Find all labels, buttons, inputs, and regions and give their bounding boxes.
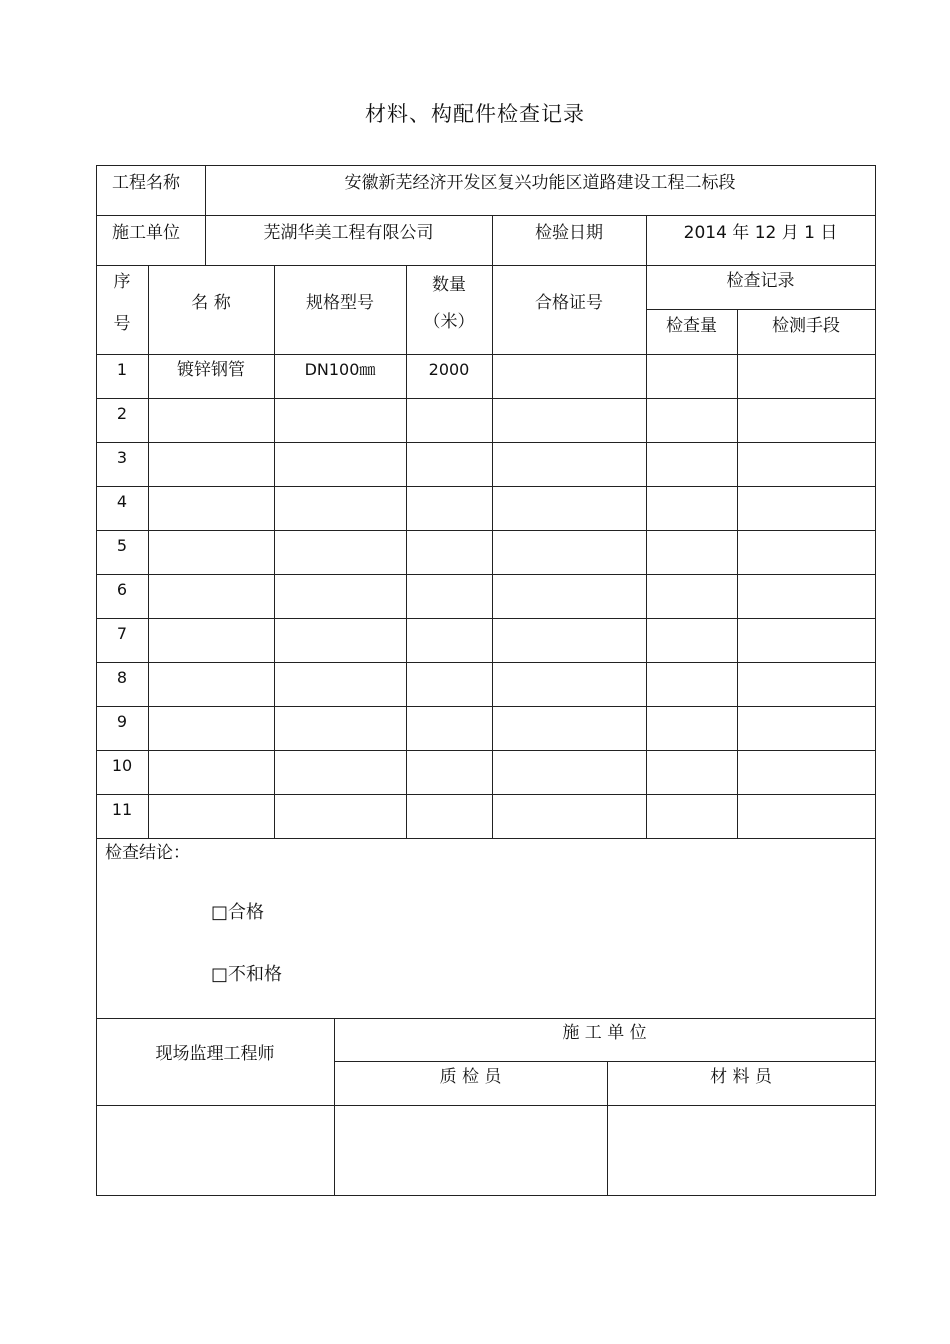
grid-line (96, 1018, 876, 1019)
grid-line (96, 1195, 876, 1196)
row-seq-cell: 8 (116, 668, 128, 687)
row-seq-cell: 10 (111, 756, 133, 775)
material-clerk-label: 材 料 员 (710, 1067, 772, 1087)
col-check-qty-header: 检查量 (666, 316, 717, 336)
contractor-value: 芜湖华美工程有限公司 (263, 223, 434, 243)
grid-line (96, 706, 876, 707)
project-name-label: 工程名称 (112, 173, 180, 193)
grid-line (406, 265, 407, 839)
grid-line (96, 794, 876, 795)
row-seq-cell: 4 (116, 492, 128, 511)
col-seq-header-line2: 号 (113, 314, 131, 334)
row-seq-cell: 7 (116, 624, 128, 643)
grid-line (148, 265, 149, 839)
supervisor-label: 现场监理工程师 (155, 1044, 275, 1064)
grid-line (334, 1061, 876, 1062)
pass-checkbox[interactable]: □合格 (211, 902, 265, 923)
col-seq-header-line1: 序 (113, 272, 131, 292)
grid-line (96, 265, 876, 266)
grid-line (96, 442, 876, 443)
col-record-header: 检查记录 (726, 271, 795, 291)
grid-line (96, 750, 876, 751)
col-method-header: 检测手段 (772, 316, 840, 336)
grid-line (96, 398, 876, 399)
grid-line (96, 486, 876, 487)
inspection-date-value: 2014 年 12 月 1 日 (683, 223, 838, 243)
col-cert-header: 合格证号 (535, 293, 603, 313)
grid-line (96, 165, 876, 166)
row-seq-cell: 1 (116, 360, 128, 379)
inspection-date-label: 检验日期 (535, 223, 603, 243)
grid-line (334, 1018, 335, 1196)
row-qty-cell: 2000 (428, 360, 470, 379)
grid-line (96, 574, 876, 575)
grid-line (96, 1105, 876, 1106)
col-qty-header-line2: （米） (423, 312, 475, 332)
project-name-value: 安徽新芜经济开发区复兴功能区道路建设工程二标段 (344, 173, 736, 193)
row-spec-cell: DN100㎜ (304, 360, 376, 379)
conclusion-label: 检查结论： (105, 843, 190, 863)
grid-line (646, 215, 647, 839)
contractor-unit-label: 施 工 单 位 (562, 1023, 647, 1043)
row-seq-cell: 6 (116, 580, 128, 599)
grid-line (274, 265, 275, 839)
grid-line (96, 215, 876, 216)
grid-line (646, 309, 876, 310)
fail-checkbox[interactable]: □不和格 (211, 964, 283, 985)
document-title: 材料、构配件检查记录 (365, 102, 585, 126)
row-seq-cell: 5 (116, 536, 128, 555)
row-seq-cell: 11 (111, 800, 133, 819)
col-spec-header: 规格型号 (306, 293, 374, 313)
col-qty-header-line1: 数量 (432, 275, 466, 295)
grid-line (96, 354, 876, 355)
grid-line (875, 165, 876, 1196)
col-name-header: 名 称 (191, 293, 231, 313)
row-seq-cell: 2 (116, 404, 128, 423)
quality-inspector-label: 质 检 员 (439, 1067, 502, 1087)
row-seq-cell: 9 (116, 712, 128, 731)
contractor-label: 施工单位 (112, 223, 180, 243)
grid-line (96, 530, 876, 531)
row-seq-cell: 3 (116, 448, 128, 467)
grid-line (737, 309, 738, 839)
row-name-cell: 镀锌钢管 (177, 360, 245, 380)
grid-line (96, 838, 876, 839)
grid-line (96, 618, 876, 619)
grid-line (96, 662, 876, 663)
